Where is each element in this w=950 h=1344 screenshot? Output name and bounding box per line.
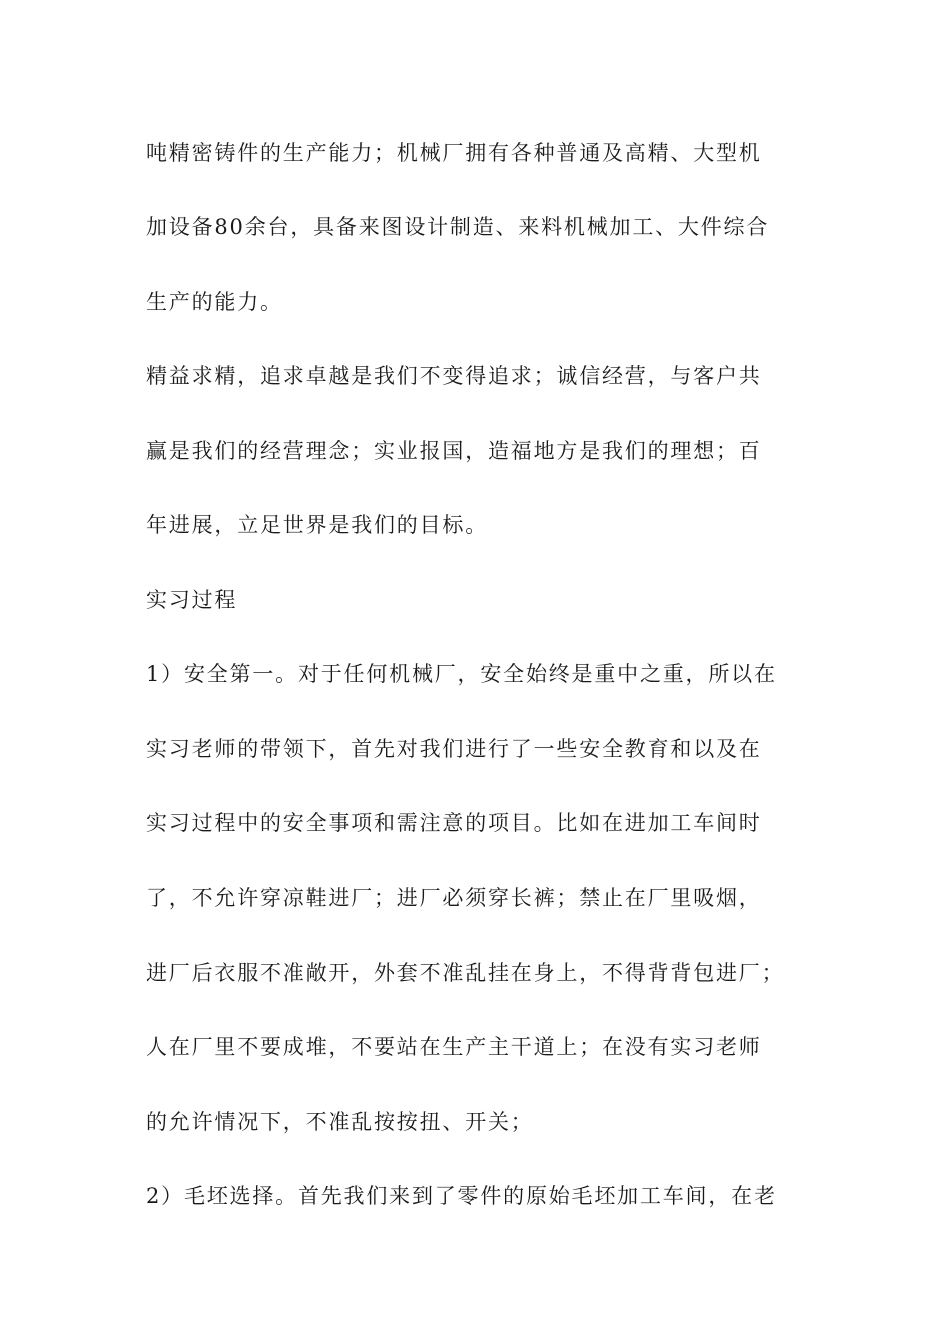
text-line: 精益求精，追求卓越是我们不变得追求；诚信经营，与客户共 bbox=[146, 364, 762, 388]
text-line: 实习过程中的安全事项和需注意的项目。比如在进加工车间时 bbox=[146, 811, 762, 835]
text-line: 2）毛坯选择。首先我们来到了零件的原始毛坯加工车间，在老 bbox=[146, 1184, 777, 1208]
text-line: 实习老师的带领下，首先对我们进行了一些安全教育和以及在 bbox=[146, 737, 762, 761]
text-line: 人在厂里不要成堆，不要站在生产主干道上；在没有实习老师 bbox=[146, 1035, 762, 1059]
text-line: 了，不允许穿凉鞋进厂；进厂必须穿长裤；禁止在厂里吸烟， bbox=[146, 886, 762, 910]
text-line: 吨精密铸件的生产能力；机械厂拥有各种普通及高精、大型机 bbox=[146, 141, 762, 165]
text-line: 加设备80余台，具备来图设计制造、来料机械加工、大件综合 bbox=[146, 215, 770, 239]
text-line: 进厂后衣服不准敞开，外套不准乱挂在身上，不得背背包进厂； bbox=[146, 961, 785, 985]
text-line: 年进展，立足世界是我们的目标。 bbox=[146, 513, 488, 537]
section-heading: 实习过程 bbox=[146, 588, 238, 612]
text-line: 1）安全第一。对于任何机械厂，安全始终是重中之重，所以在 bbox=[146, 662, 777, 686]
text-line: 赢是我们的经营理念；实业报国，造福地方是我们的理想；百 bbox=[146, 439, 762, 463]
text-line: 生产的能力。 bbox=[146, 290, 283, 314]
text-line: 的允许情况下，不准乱按按扭、开关； bbox=[146, 1110, 534, 1134]
